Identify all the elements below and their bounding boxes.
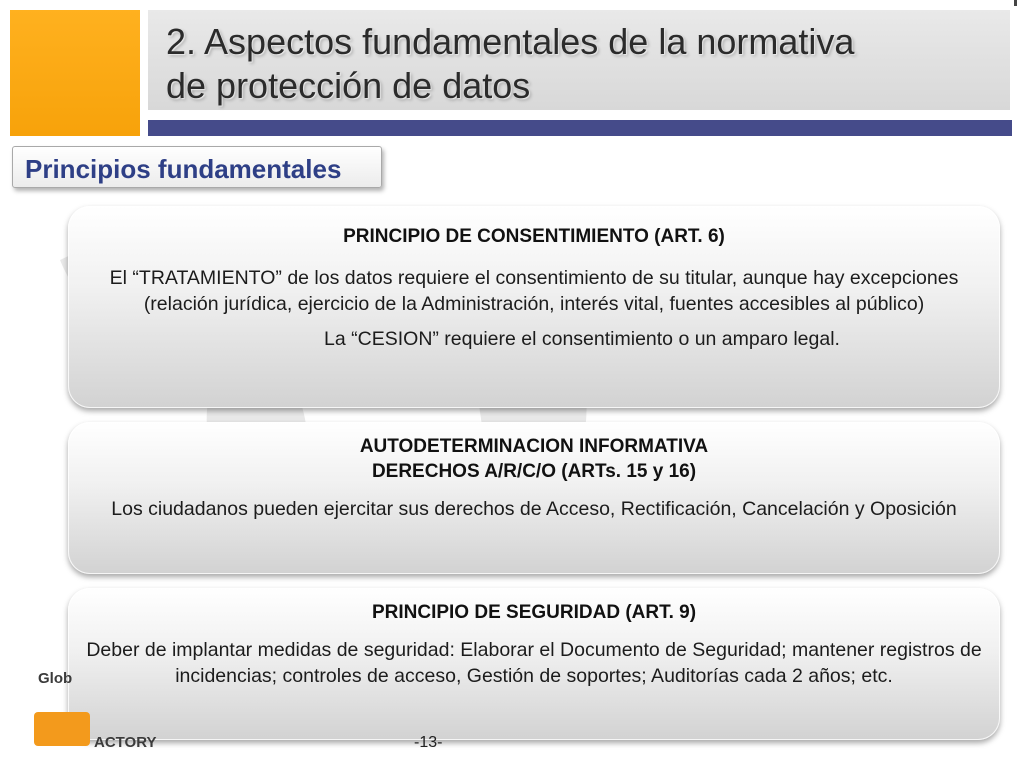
arco-rights-heading — [68, 434, 1000, 484]
page-title-line-1: 2. Aspectos fundamentales de la normativa — [166, 21, 855, 62]
arco-rights-box — [68, 422, 1000, 574]
page-title-line-2: de protección de datos — [166, 65, 531, 106]
principle-consent-heading: PRINCIPIO DE CONSENTIMIENTO (ART. 6) — [343, 226, 725, 247]
logo-mark — [34, 712, 90, 746]
principle-security-text: Deber de implantar medidas de seguridad: Elaborar el Documento de Seguridad; mantener registros de incidencias; controles de acceso, Gestión de soportes; Auditorías cada 2 años; etc. — [86, 639, 982, 687]
principle-security-box — [68, 588, 1000, 740]
logo-text-top: Glob — [38, 670, 73, 687]
corner-mark — [1014, 0, 1017, 6]
page-title — [166, 20, 996, 108]
principle-consent-box — [68, 206, 1000, 408]
orange-decor-block — [10, 10, 140, 136]
principle-consent-text: El “TRATAMIENTO” de los datos requiere el consentimiento de su titular, aunque hay excepciones (relación jurídica, ejercicio de la Administración, interés vital, fuentes accesibles al público) — [109, 267, 959, 315]
page-number: -13- — [414, 734, 443, 751]
logo-text-bottom: ACTORY — [94, 734, 157, 751]
principle-security-heading: PRINCIPIO DE SEGURIDAD (ART. 9) — [371, 602, 697, 623]
arco-rights-text: Los ciudadanos pueden ejercitar sus derechos de Acceso, Rectificación, Cancelación y Oposición — [111, 498, 957, 520]
accent-bar — [148, 120, 1012, 136]
section-tab — [12, 146, 382, 188]
section-label: Principios fundamentales — [25, 154, 342, 184]
arco-rights-heading-line-1: AUTODETERMINACION INFORMATIVA — [359, 436, 709, 457]
principle-consent-cession-text: La “CESION” requiere el consentimiento o un amparo legal. — [324, 328, 840, 350]
arco-rights-heading-line-2: DERECHOS A/R/C/O (ARTs. 15 y 16) — [371, 461, 697, 482]
